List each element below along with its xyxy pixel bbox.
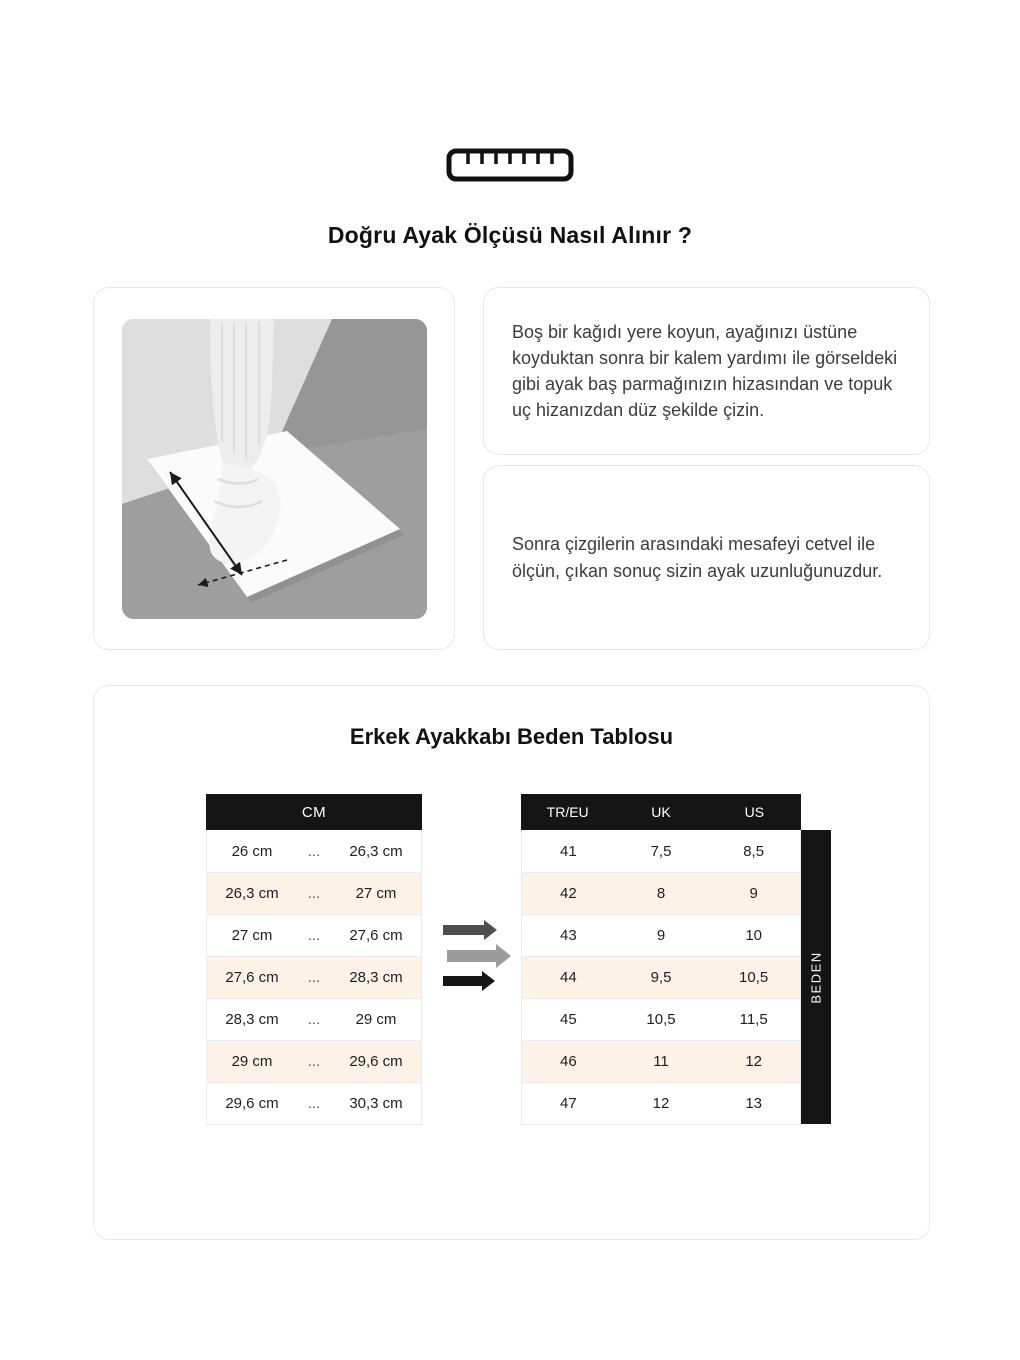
size-cell-us: 12 <box>745 1053 762 1070</box>
size-cell-us: 13 <box>745 1095 762 1112</box>
size-cell-tr-eu: 46 <box>559 1053 577 1070</box>
cm-range-to: 26,3 cm <box>349 842 403 860</box>
cm-table <box>206 794 422 1125</box>
size-table-row <box>522 872 800 914</box>
size-cell-tr-eu: 43 <box>559 927 577 944</box>
cm-table-row <box>207 1040 421 1082</box>
conversion-arrows-icon <box>441 919 511 994</box>
cm-range-separator: ... <box>307 1053 321 1070</box>
size-table-header-row <box>521 794 801 830</box>
cm-table-header: CM <box>206 794 422 830</box>
size-cell-us: 11,5 <box>739 1011 768 1028</box>
cm-range-separator: ... <box>307 927 321 944</box>
cm-range-separator: ... <box>307 885 321 902</box>
size-cell-us: 8,5 <box>743 842 765 860</box>
cm-range-to: 30,3 cm <box>349 1095 403 1112</box>
cm-range-from: 28,3 cm <box>225 1011 279 1028</box>
size-cell-tr-eu: 41 <box>559 842 577 860</box>
cm-range-from: 26,3 cm <box>225 885 279 902</box>
cm-range-separator: ... <box>307 1011 321 1028</box>
size-table-row <box>522 956 800 998</box>
page-title: Doğru Ayak Ölçüsü Nasıl Alınır ? <box>327 222 693 248</box>
size-cell-uk: 10,5 <box>646 1011 676 1028</box>
size-cell-uk: 12 <box>652 1095 670 1112</box>
size-table-body <box>521 830 801 1125</box>
size-table-row <box>522 1040 800 1082</box>
size-table-row <box>522 1082 800 1124</box>
instruction-step-1-text: Boş bir kağıdı yere koyun, ayağınızı üstüne koyduktan sonra bir kalem yardımı ile görseldeki gibi ayak baş parmağınızın hizasından ve topuk uç hizanızdan düz şekilde çizin. <box>512 321 898 421</box>
size-cell-uk: 8 <box>656 885 666 902</box>
cm-range-to: 27 cm <box>355 885 397 902</box>
size-cell-tr-eu: 45 <box>559 1011 577 1028</box>
instruction-step-2-card <box>483 465 930 650</box>
size-header-uk: UK <box>651 804 671 820</box>
cm-table-row <box>207 1082 421 1124</box>
size-cell-us: 9 <box>749 885 758 902</box>
size-table-title: Erkek Ayakkabı Beden Tablosu <box>349 724 674 749</box>
size-cell-tr-eu: 44 <box>559 969 577 986</box>
cm-table-row <box>207 830 421 872</box>
cm-range-to: 27,6 cm <box>349 927 403 944</box>
size-table-card <box>93 685 930 1240</box>
cm-table-row <box>207 998 421 1040</box>
cm-table-row <box>207 914 421 956</box>
instruction-step-1-card <box>483 287 930 455</box>
cm-table-row <box>207 956 421 998</box>
size-table-row <box>522 998 800 1040</box>
size-header-us: US <box>744 804 765 820</box>
cm-range-from: 29 cm <box>231 1053 273 1070</box>
size-cell-us: 10,5 <box>739 969 769 986</box>
size-conversion-table <box>521 794 801 1125</box>
size-cell-uk: 9,5 <box>650 969 672 986</box>
beden-side-label: BEDEN <box>801 830 831 1124</box>
size-cell-uk: 11 <box>653 1053 669 1070</box>
size-cell-us: 10 <box>745 927 762 944</box>
size-cell-tr-eu: 42 <box>559 885 577 902</box>
size-table-row <box>522 830 800 872</box>
ruler-icon <box>446 144 574 186</box>
size-header-tr-eu: TR/EU <box>546 804 589 820</box>
foot-measurement-photo <box>122 319 427 619</box>
cm-table-row <box>207 872 421 914</box>
cm-range-from: 29,6 cm <box>225 1095 279 1112</box>
cm-range-to: 29 cm <box>355 1011 397 1028</box>
cm-range-separator: ... <box>307 969 321 986</box>
size-cell-uk: 7,5 <box>650 842 672 860</box>
cm-range-separator: ... <box>307 842 321 860</box>
cm-range-to: 29,6 cm <box>349 1053 403 1070</box>
size-cell-uk: 9 <box>656 927 666 944</box>
size-cell-tr-eu: 47 <box>559 1095 577 1112</box>
cm-range-from: 27 cm <box>231 927 273 944</box>
cm-range-to: 28,3 cm <box>349 969 403 986</box>
cm-table-body <box>206 830 422 1125</box>
measurement-photo-card <box>93 287 455 650</box>
cm-range-from: 26 cm <box>231 842 273 860</box>
cm-range-separator: ... <box>307 1095 321 1112</box>
cm-range-from: 27,6 cm <box>225 969 279 986</box>
size-table-row <box>522 914 800 956</box>
instruction-step-2-text: Sonra çizgilerin arasındaki mesafeyi cetvel ile ölçün, çıkan sonuç sizin ayak uzunluğunuzdur. <box>512 534 883 581</box>
